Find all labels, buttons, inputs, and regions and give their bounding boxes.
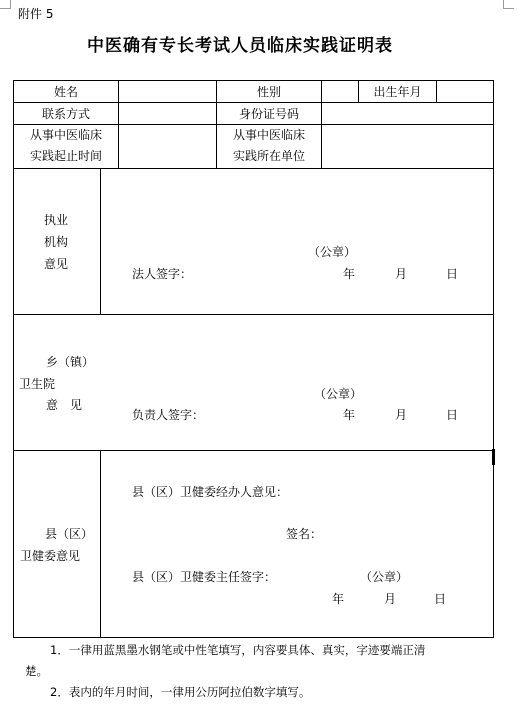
institution-label-line3: 意见: [44, 257, 69, 271]
unit-label-line2: 实践所在单位: [232, 149, 305, 163]
institution-year: 年: [343, 267, 356, 281]
period-label-line2: 实践起止时间: [29, 149, 102, 163]
contact-field[interactable]: [119, 103, 215, 124]
attachment-label: 附件 5: [18, 7, 54, 21]
township-day: 日: [446, 408, 459, 422]
name-field[interactable]: [119, 81, 215, 102]
name-label: 姓名: [53, 85, 78, 99]
note-2: 2．表内的年月时间，一律用公历阿拉伯数字填写。: [50, 685, 311, 699]
county-label-line1: 县（区）: [45, 527, 94, 541]
township-label-line2: 卫生院: [19, 377, 56, 391]
township-month: 月: [395, 408, 408, 422]
county-label-line2: 卫健委意见: [20, 549, 81, 563]
township-label-line3: 意 见: [46, 398, 83, 412]
corner-mark-top-left: [0, 0, 11, 9]
contact-label: 联系方式: [41, 107, 90, 121]
institution-label-line1: 执业: [44, 213, 69, 227]
unit-field[interactable]: [322, 125, 493, 168]
township-seal: （公章）: [314, 387, 363, 401]
institution-seal: （公章）: [308, 245, 357, 259]
institution-day: 日: [446, 267, 459, 281]
township-label-line1: 乡（镇）: [46, 355, 95, 369]
county-sign-label: 签名：: [286, 527, 323, 541]
note-1-line-2: 楚。: [25, 664, 48, 678]
gender-field[interactable]: [322, 81, 358, 102]
county-handler-opinion-label: 县（区）卫健委经办人意见：: [132, 485, 289, 499]
county-seal: （公章）: [360, 570, 409, 584]
institution-signature-label: 法人签字：: [132, 267, 193, 281]
note-1-line-1: 1．一律用蓝黑墨水钢笔或中性笔填写，内容要具体、真实，字迹要端正清: [50, 643, 426, 657]
county-month: 月: [384, 592, 397, 606]
document-title: 中医确有专长考试人员临床实践证明表: [87, 36, 393, 56]
county-day: 日: [434, 592, 447, 606]
corner-mark-top-right: [503, 0, 514, 9]
id-number-label: 身份证号码: [238, 107, 299, 121]
period-label-line1: 从事中医临床: [29, 128, 102, 142]
unit-label-line1: 从事中医临床: [232, 128, 305, 142]
institution-month: 月: [395, 267, 408, 281]
birth-field[interactable]: [437, 81, 493, 102]
county-year: 年: [332, 592, 345, 606]
period-field[interactable]: [119, 125, 215, 168]
township-signature-label: 负责人签字：: [132, 408, 205, 422]
birth-label: 出生年月: [373, 85, 422, 99]
institution-label-line2: 机构: [44, 235, 69, 249]
township-year: 年: [343, 408, 356, 422]
gender-label: 性别: [256, 85, 281, 99]
id-number-field[interactable]: [322, 103, 493, 124]
county-director-sign-label: 县（区）卫健委主任签字：: [132, 570, 277, 584]
